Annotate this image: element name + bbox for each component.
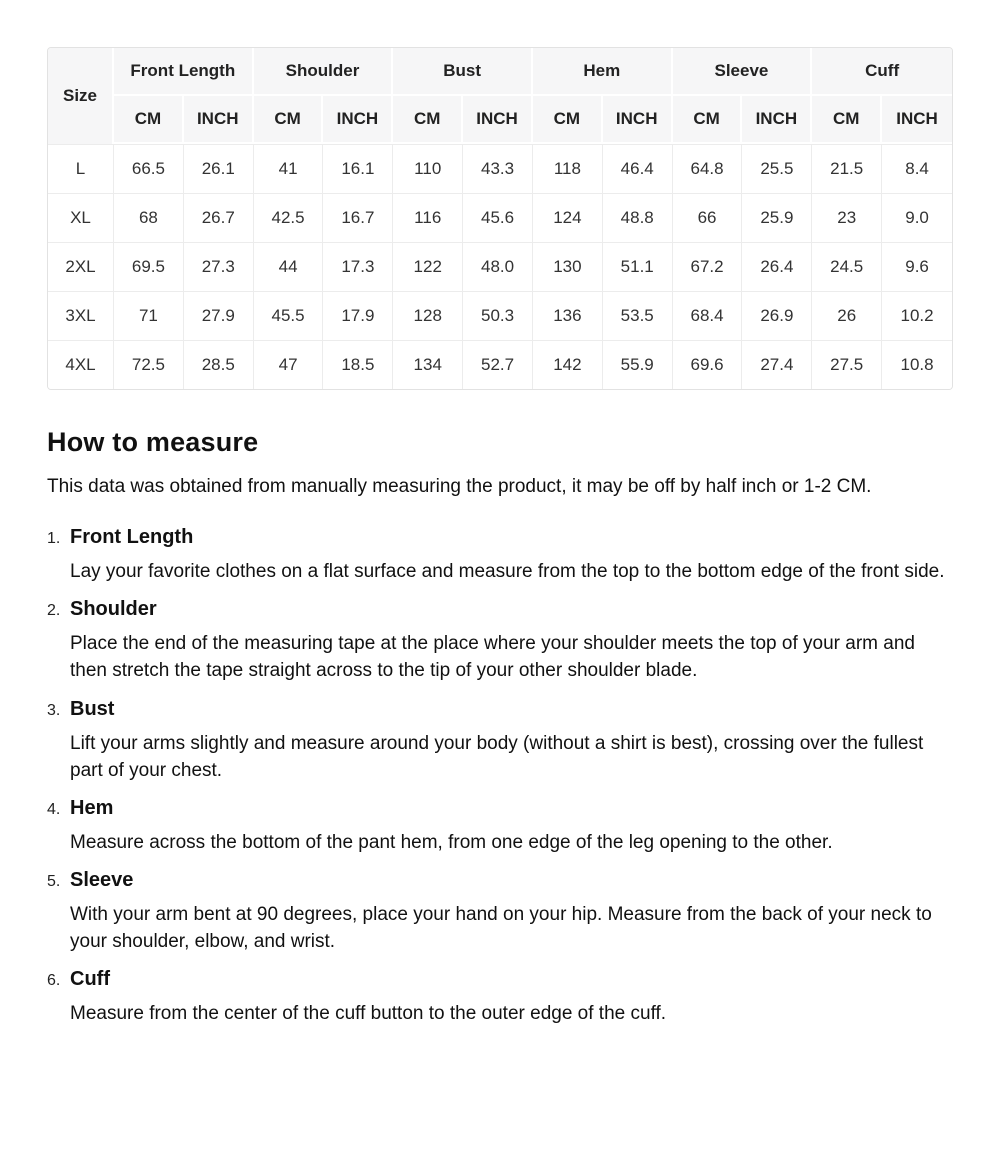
- column-group-header: Sleeve: [673, 48, 813, 96]
- unit-column-header: INCH: [603, 96, 673, 144]
- measurement-cell: 45.6: [463, 193, 533, 242]
- column-group-header: Cuff: [812, 48, 952, 96]
- unit-column-header: CM: [114, 96, 184, 144]
- measurement-cell: 71: [114, 291, 184, 340]
- measure-steps-list: [47, 526, 953, 1027]
- size-chart-body: [48, 144, 952, 389]
- unit-column-header: CM: [673, 96, 743, 144]
- measurement-cell: 66: [673, 193, 743, 242]
- measurement-cell: 118: [533, 144, 603, 193]
- measure-step-description: Place the end of the measuring tape at the place where your shoulder meets the top of your arm and then stretch the tape straight across to the tip of your other shoulder blade.: [70, 633, 915, 682]
- measurement-cell: 27.4: [742, 340, 812, 389]
- measurement-cell: 116: [393, 193, 463, 242]
- measure-disclaimer: This data was obtained from manually measuring the product, it may be off by half inch or 1-2 CM.: [47, 476, 872, 497]
- measurement-cell: 69.6: [673, 340, 743, 389]
- measure-step-description: Lay your favorite clothes on a flat surface and measure from the top to the bottom edge of the front side.: [70, 561, 945, 583]
- column-group-header: Bust: [393, 48, 533, 96]
- measurement-cell: 134: [393, 340, 463, 389]
- measurement-cell: 8.4: [882, 144, 952, 193]
- measure-step-number: 1.: [47, 530, 61, 548]
- measurement-cell: 21.5: [812, 144, 882, 193]
- measurement-cell: 69.5: [114, 242, 184, 291]
- unit-column-header: INCH: [742, 96, 812, 144]
- measure-step-heading: [47, 797, 953, 820]
- measurement-cell: 43.3: [463, 144, 533, 193]
- measurement-cell: 51.1: [603, 242, 673, 291]
- measurement-cell: 55.9: [603, 340, 673, 389]
- measure-step-description: Lift your arms slightly and measure around your body (without a shirt is best), crossing over the fullest part of your chest.: [70, 732, 924, 781]
- measurement-cell: 122: [393, 242, 463, 291]
- measurement-cell: 68: [114, 193, 184, 242]
- table-row: [48, 242, 952, 291]
- measure-step-number: 2.: [47, 602, 61, 620]
- measure-step-description: With your arm bent at 90 degrees, place your hand on your hip. Measure from the back of your neck to your shoulder, elbow, and wrist.: [70, 904, 932, 953]
- unit-column-header: INCH: [323, 96, 393, 144]
- measure-step: [47, 526, 953, 585]
- measure-step-heading: [47, 968, 953, 991]
- measurement-cell: 47: [254, 340, 324, 389]
- column-group-header: Hem: [533, 48, 673, 96]
- measurement-cell: 27.9: [184, 291, 254, 340]
- size-cell: 4XL: [48, 340, 114, 389]
- measurement-cell: 24.5: [812, 242, 882, 291]
- measure-step-term: Hem: [70, 796, 114, 819]
- size-cell: 3XL: [48, 291, 114, 340]
- measurement-cell: 26.7: [184, 193, 254, 242]
- measurement-cell: 142: [533, 340, 603, 389]
- measurement-cell: 41: [254, 144, 324, 193]
- measurement-cell: 124: [533, 193, 603, 242]
- unit-column-header: INCH: [184, 96, 254, 144]
- measure-step: [47, 968, 953, 1027]
- size-cell: L: [48, 144, 114, 193]
- size-chart-table: [48, 48, 952, 389]
- measurement-cell: 64.8: [673, 144, 743, 193]
- measure-step-number: 6.: [47, 972, 61, 990]
- measure-step-term: Shoulder: [70, 598, 157, 621]
- measure-step: [47, 698, 953, 784]
- size-column-header: Size: [48, 48, 114, 144]
- unit-column-header: CM: [533, 96, 603, 144]
- size-chart: [47, 47, 953, 390]
- table-row: [48, 193, 952, 242]
- measurement-cell: 110: [393, 144, 463, 193]
- unit-column-header: INCH: [882, 96, 952, 144]
- measure-step: [47, 797, 953, 856]
- measurement-cell: 53.5: [603, 291, 673, 340]
- measure-step-term: Bust: [70, 697, 115, 720]
- measurement-cell: 17.9: [323, 291, 393, 340]
- measurement-cell: 130: [533, 242, 603, 291]
- measurement-cell: 18.5: [323, 340, 393, 389]
- measurement-cell: 46.4: [603, 144, 673, 193]
- unit-column-header: CM: [812, 96, 882, 144]
- measurement-cell: 48.8: [603, 193, 673, 242]
- size-cell: XL: [48, 193, 114, 242]
- measurement-cell: 25.9: [742, 193, 812, 242]
- measure-step-number: 3.: [47, 701, 61, 719]
- column-group-header: Shoulder: [254, 48, 394, 96]
- measurement-cell: 27.3: [184, 242, 254, 291]
- measurement-cell: 68.4: [673, 291, 743, 340]
- measure-step-description: Measure across the bottom of the pant hem, from one edge of the leg opening to the other.: [70, 831, 833, 853]
- measurement-cell: 23: [812, 193, 882, 242]
- measurement-cell: 9.0: [882, 193, 952, 242]
- measurement-cell: 72.5: [114, 340, 184, 389]
- measure-step-description: Measure from the center of the cuff button to the outer edge of the cuff.: [70, 1003, 667, 1025]
- measure-step-term: Front Length: [70, 526, 194, 549]
- size-chart-head: [48, 48, 952, 144]
- how-to-measure-title: How to measure: [47, 427, 259, 457]
- measurement-cell: 66.5: [114, 144, 184, 193]
- measure-step: [47, 869, 953, 955]
- measurement-cell: 26.1: [184, 144, 254, 193]
- measurement-cell: 128: [393, 291, 463, 340]
- measurement-cell: 25.5: [742, 144, 812, 193]
- measure-step-number: 5.: [47, 873, 61, 891]
- measurement-cell: 42.5: [254, 193, 324, 242]
- measurement-cell: 10.8: [882, 340, 952, 389]
- measure-step: [47, 598, 953, 684]
- measure-step-term: Sleeve: [70, 869, 134, 892]
- measure-step-heading: [47, 526, 953, 549]
- measurement-cell: 10.2: [882, 291, 952, 340]
- measure-step-heading: [47, 869, 953, 892]
- table-header-row-units: [48, 96, 952, 144]
- measurement-cell: 50.3: [463, 291, 533, 340]
- measurement-cell: 28.5: [184, 340, 254, 389]
- unit-column-header: CM: [254, 96, 324, 144]
- measurement-cell: 16.7: [323, 193, 393, 242]
- measurement-cell: 44: [254, 242, 324, 291]
- measure-step-number: 4.: [47, 800, 61, 818]
- size-cell: 2XL: [48, 242, 114, 291]
- unit-column-header: INCH: [463, 96, 533, 144]
- measurement-cell: 48.0: [463, 242, 533, 291]
- measurement-cell: 26: [812, 291, 882, 340]
- table-header-row-groups: [48, 48, 952, 96]
- measurement-cell: 136: [533, 291, 603, 340]
- table-row: [48, 291, 952, 340]
- column-group-header: Front Length: [114, 48, 254, 96]
- measurement-cell: 17.3: [323, 242, 393, 291]
- measure-step-heading: [47, 698, 953, 721]
- measurement-cell: 16.1: [323, 144, 393, 193]
- measurement-cell: 26.4: [742, 242, 812, 291]
- measurement-cell: 52.7: [463, 340, 533, 389]
- measure-step-term: Cuff: [70, 968, 110, 991]
- measurement-cell: 27.5: [812, 340, 882, 389]
- table-row: [48, 340, 952, 389]
- table-row: [48, 144, 952, 193]
- measurement-cell: 67.2: [673, 242, 743, 291]
- measurement-cell: 9.6: [882, 242, 952, 291]
- measure-step-heading: [47, 598, 953, 621]
- unit-column-header: CM: [393, 96, 463, 144]
- measurement-cell: 26.9: [742, 291, 812, 340]
- measurement-cell: 45.5: [254, 291, 324, 340]
